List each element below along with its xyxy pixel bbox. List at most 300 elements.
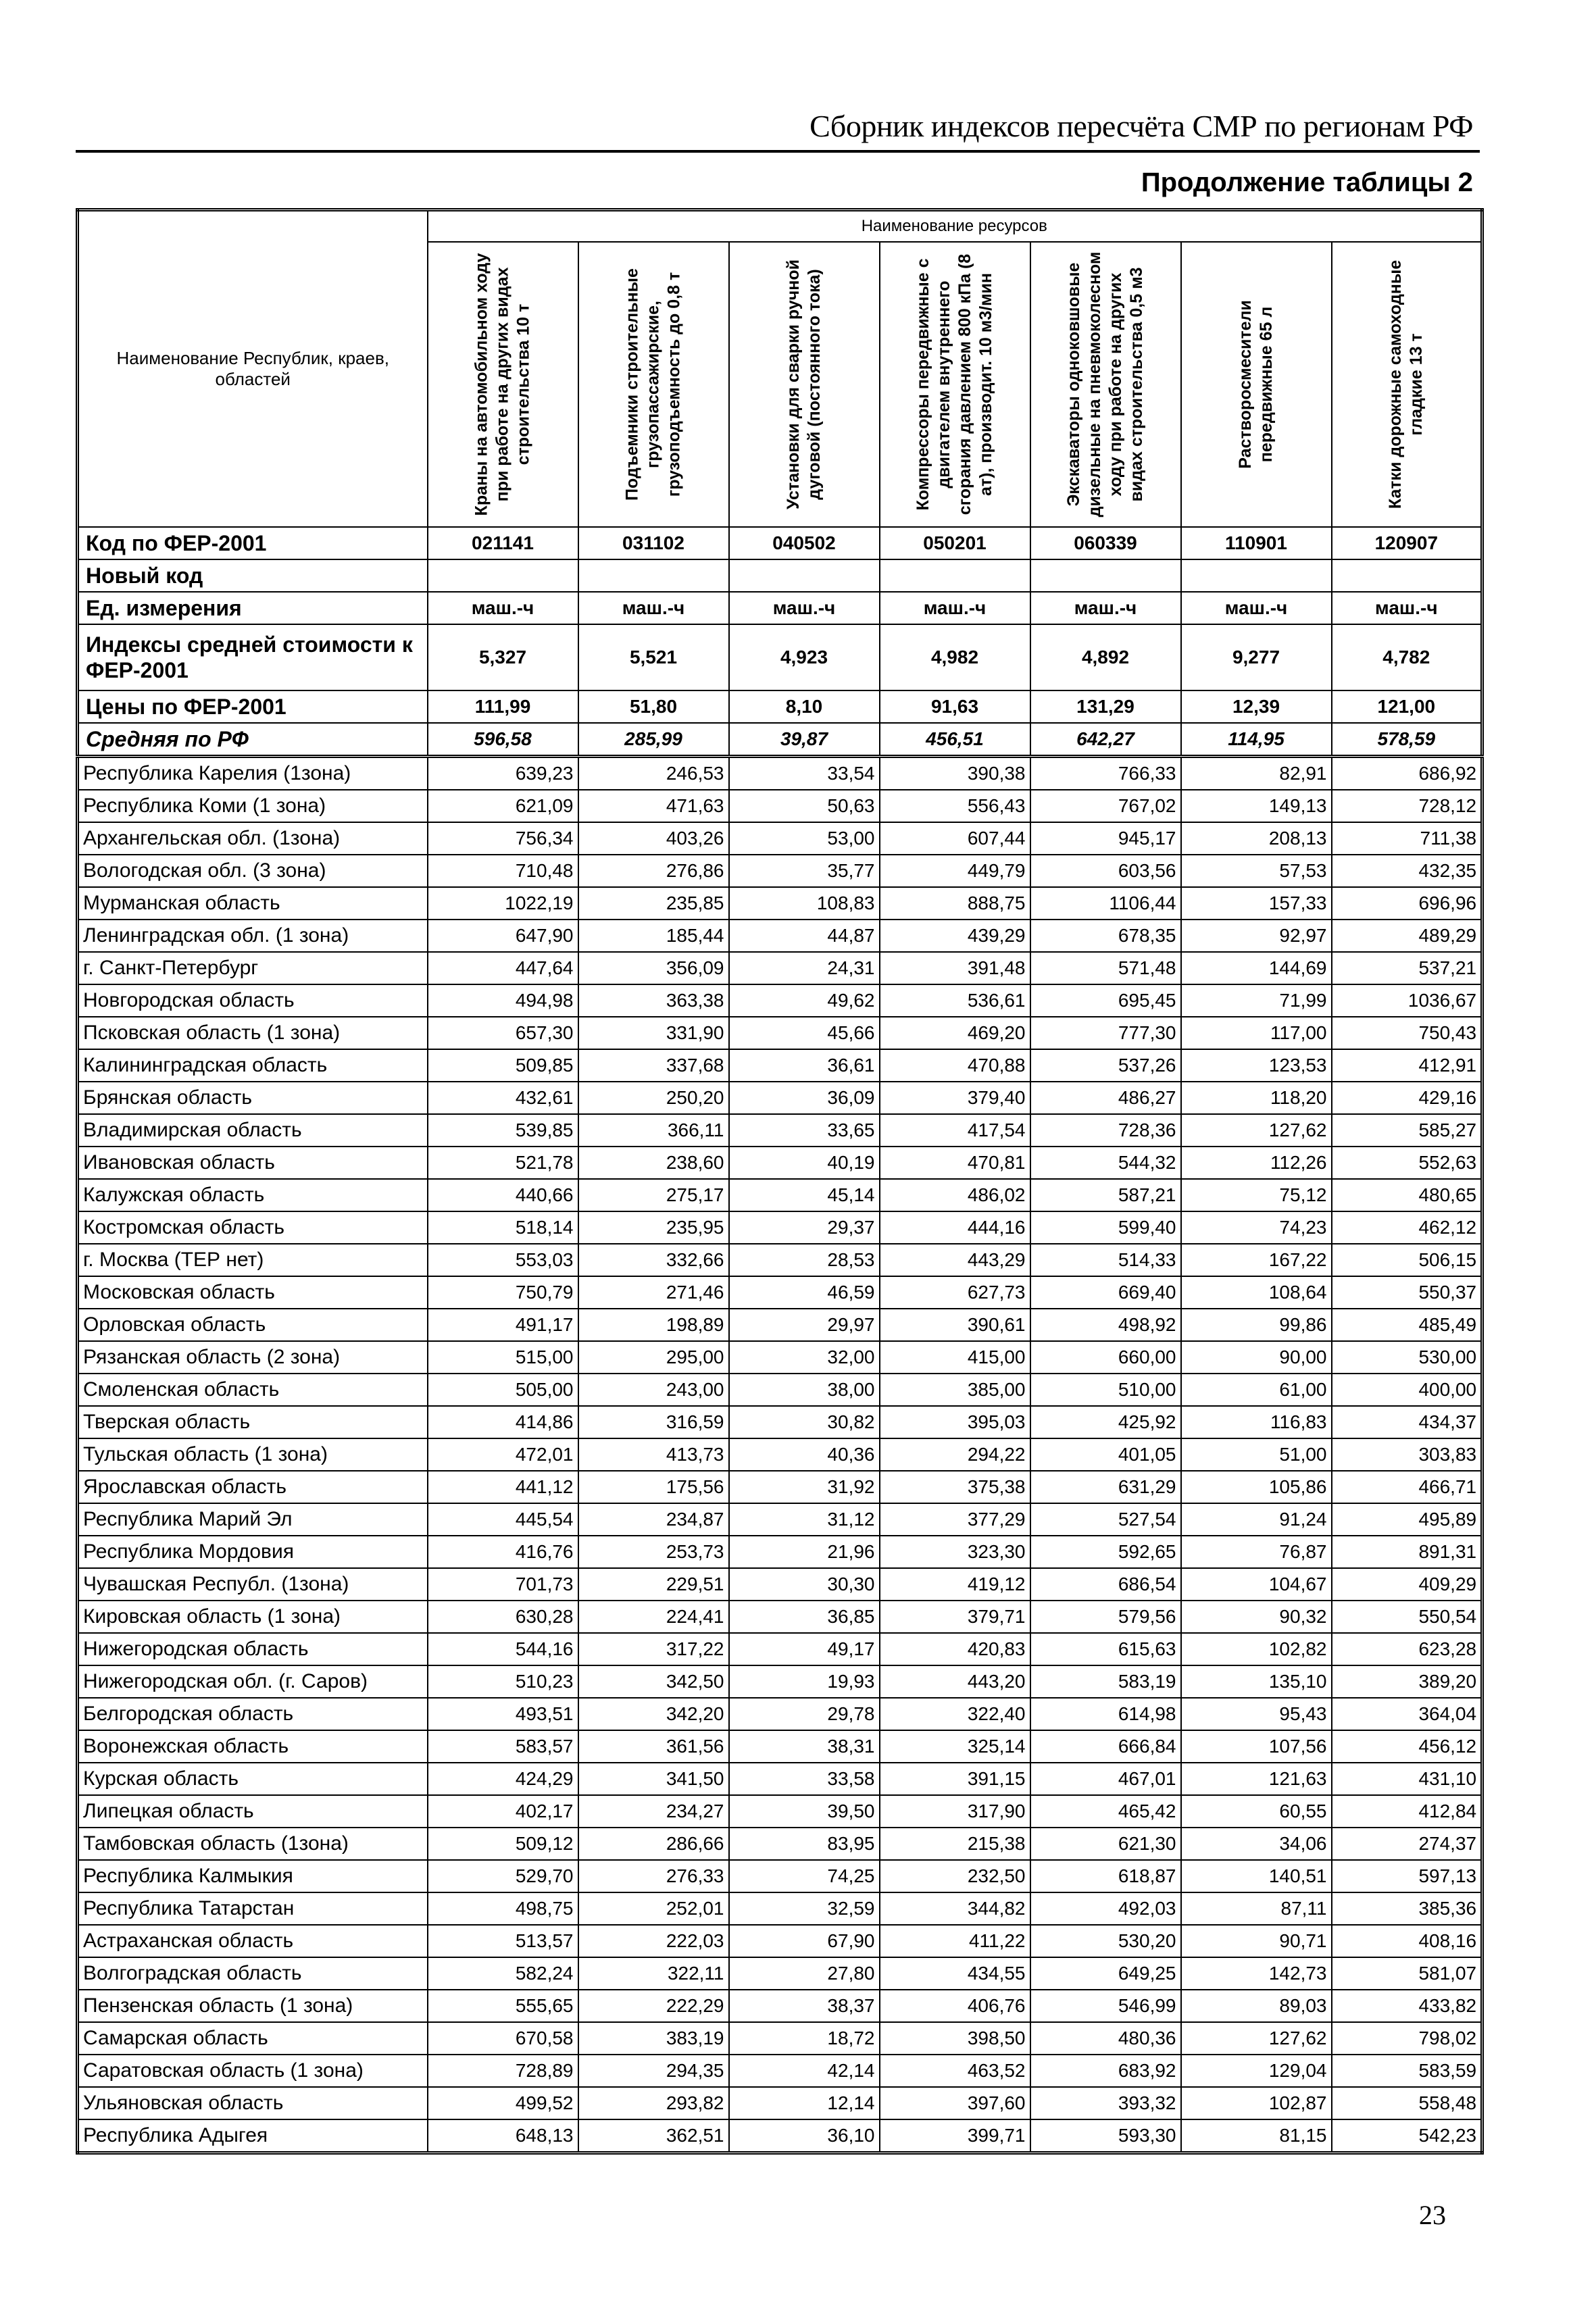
price-value: 583,59 [1332,2055,1482,2087]
price-value: 400,00 [1332,1374,1482,1406]
price-value: 33,65 [729,1114,880,1147]
price-value: 440,66 [428,1179,578,1211]
price-value: 121,63 [1181,1763,1332,1795]
price-value: 542,23 [1332,2119,1482,2153]
table-row [78,1503,1482,1536]
table-row [78,952,1482,984]
price-value: 439,29 [880,920,1030,952]
regional-index-table [76,208,1484,2155]
region-name: Калининградская область [78,1049,428,1082]
price-value: 337,68 [578,1049,729,1082]
meta-row-value: 12,39 [1181,690,1332,723]
price-value: 38,31 [729,1730,880,1763]
price-value: 471,63 [578,790,729,822]
price-value: 271,46 [578,1276,729,1309]
price-value: 711,38 [1332,822,1482,855]
price-value: 42,14 [729,2055,880,2087]
meta-row-value: 91,63 [880,690,1030,723]
price-value: 465,42 [1030,1795,1181,1828]
price-value: 129,04 [1181,2055,1332,2087]
meta-row-value: маш.-ч [578,592,729,624]
meta-row-label: Средняя по РФ [78,723,428,757]
price-value: 539,85 [428,1114,578,1147]
price-value: 728,36 [1030,1114,1181,1147]
price-value: 34,06 [1181,1828,1332,1860]
price-value: 234,87 [578,1503,729,1536]
price-value: 514,33 [1030,1244,1181,1276]
price-value: 553,03 [428,1244,578,1276]
price-value: 362,51 [578,2119,729,2153]
region-name: Республика Татарстан [78,1892,428,1925]
price-value: 21,96 [729,1536,880,1568]
price-value: 295,00 [578,1341,729,1374]
price-value: 83,95 [729,1828,880,1860]
meta-row-value [880,559,1030,592]
price-value: 443,20 [880,1665,1030,1698]
price-value: 294,35 [578,2055,729,2087]
table-row [78,1536,1482,1568]
meta-row-value: 5,327 [428,624,578,690]
region-name: Республика Калмыкия [78,1860,428,1892]
meta-row-value: 9,277 [1181,624,1332,690]
price-value: 363,38 [578,984,729,1017]
resource-column-header [1181,242,1332,527]
resources-group-header: Наименование ресурсов [428,210,1482,243]
price-value: 432,35 [1332,855,1482,887]
resource-column-label: Экскаваторы одноковшовые дизельные на пневмоколесном ходу при работе на других видах строительства 0,5 м3 [1064,251,1146,518]
price-value: 398,50 [880,2022,1030,2055]
price-value: 40,19 [729,1147,880,1179]
region-name: г. Москва (ТЕР нет) [78,1244,428,1276]
price-value: 116,83 [1181,1406,1332,1438]
table-row [78,1568,1482,1601]
price-value: 108,64 [1181,1276,1332,1309]
table-row [78,1957,1482,1990]
region-name: Самарская область [78,2022,428,2055]
meta-row-value: 4,923 [729,624,880,690]
price-value: 556,43 [880,790,1030,822]
price-value: 480,36 [1030,2022,1181,2055]
price-value: 447,64 [428,952,578,984]
price-value: 175,56 [578,1471,729,1503]
price-value: 798,02 [1332,2022,1482,2055]
price-value: 639,23 [428,757,578,790]
region-name: Мурманская область [78,887,428,920]
price-value: 472,01 [428,1438,578,1471]
region-name: Саратовская область (1 зона) [78,2055,428,2087]
region-name: Волгоградская область [78,1957,428,1990]
price-value: 29,78 [729,1698,880,1730]
table-row [78,1601,1482,1633]
price-value: 403,26 [578,822,729,855]
price-value: 678,35 [1030,920,1181,952]
price-value: 550,37 [1332,1276,1482,1309]
meta-row-value: 4,982 [880,624,1030,690]
price-value: 627,73 [880,1276,1030,1309]
price-value: 489,29 [1332,920,1482,952]
table-row [78,1114,1482,1147]
price-value: 429,16 [1332,1082,1482,1114]
price-value: 424,29 [428,1763,578,1795]
price-value: 185,44 [578,920,729,952]
price-value: 323,30 [880,1536,1030,1568]
meta-row-value: 111,99 [428,690,578,723]
price-value: 480,65 [1332,1179,1482,1211]
meta-row-label: Цены по ФЕР-2001 [78,690,428,723]
price-value: 701,73 [428,1568,578,1601]
meta-row-value [578,559,729,592]
price-value: 597,13 [1332,1860,1482,1892]
price-value: 750,43 [1332,1017,1482,1049]
price-value: 449,79 [880,855,1030,887]
region-name: Республика Марий Эл [78,1503,428,1536]
price-value: 229,51 [578,1568,729,1601]
price-value: 582,24 [428,1957,578,1990]
region-name: Тульская область (1 зона) [78,1438,428,1471]
meta-row-value [729,559,880,592]
price-value: 38,37 [729,1990,880,2022]
price-value: 36,61 [729,1049,880,1082]
price-value: 198,89 [578,1309,729,1341]
price-value: 530,20 [1030,1925,1181,1957]
price-value: 666,84 [1030,1730,1181,1763]
meta-row [78,527,1482,559]
price-value: 462,12 [1332,1211,1482,1244]
price-value: 599,40 [1030,1211,1181,1244]
price-value: 36,10 [729,2119,880,2153]
price-value: 361,56 [578,1730,729,1763]
table-row [78,1211,1482,1244]
price-value: 756,34 [428,822,578,855]
table-row [78,1892,1482,1925]
resource-column-header [428,242,578,527]
region-name: Орловская область [78,1309,428,1341]
price-value: 618,87 [1030,1860,1181,1892]
meta-row-value: маш.-ч [729,592,880,624]
price-value: 537,26 [1030,1049,1181,1082]
table-continuation-title: Продолжение таблицы 2 [1141,168,1473,197]
price-value: 60,55 [1181,1795,1332,1828]
price-value: 486,02 [880,1179,1030,1211]
price-value: 317,22 [578,1633,729,1665]
price-value: 527,54 [1030,1503,1181,1536]
region-name: Астраханская область [78,1925,428,1957]
resource-column-label: Катки дорожные самоходные гладкие 13 т [1386,259,1426,509]
resource-column-header [880,242,1030,527]
table-row [78,1276,1482,1309]
price-value: 391,15 [880,1763,1030,1795]
price-value: 19,93 [729,1665,880,1698]
header-rule [76,150,1480,153]
price-value: 419,12 [880,1568,1030,1601]
price-value: 686,92 [1332,757,1482,790]
price-value: 82,91 [1181,757,1332,790]
price-value: 518,14 [428,1211,578,1244]
price-value: 342,50 [578,1665,729,1698]
table-row [78,822,1482,855]
price-value: 631,29 [1030,1471,1181,1503]
meta-row-value: 114,95 [1181,723,1332,757]
table-row [78,1179,1482,1211]
price-value: 420,83 [880,1633,1030,1665]
region-name: г. Санкт-Петербург [78,952,428,984]
price-value: 579,56 [1030,1601,1181,1633]
meta-row-value: 131,29 [1030,690,1181,723]
region-name: Московская область [78,1276,428,1309]
meta-row [78,723,1482,757]
price-value: 581,07 [1332,1957,1482,1990]
price-value: 91,24 [1181,1503,1332,1536]
price-value: 379,71 [880,1601,1030,1633]
meta-row-value: 285,99 [578,723,729,757]
price-value: 888,75 [880,887,1030,920]
region-name: Ульяновская область [78,2087,428,2119]
region-name: Брянская область [78,1082,428,1114]
price-value: 432,61 [428,1082,578,1114]
price-value: 648,13 [428,2119,578,2153]
price-value: 434,55 [880,1957,1030,1990]
price-value: 493,51 [428,1698,578,1730]
table-row [78,984,1482,1017]
price-value: 29,97 [729,1309,880,1341]
price-value: 1036,67 [1332,984,1482,1017]
price-value: 710,48 [428,855,578,887]
table-row [78,757,1482,790]
price-value: 366,11 [578,1114,729,1147]
price-value: 61,00 [1181,1374,1332,1406]
price-value: 728,89 [428,2055,578,2087]
price-value: 222,03 [578,1925,729,1957]
price-value: 157,33 [1181,887,1332,920]
table-row [78,1665,1482,1698]
region-name: Липецкая область [78,1795,428,1828]
price-value: 558,48 [1332,2087,1482,2119]
region-name: Воронежская область [78,1730,428,1763]
price-value: 750,79 [428,1276,578,1309]
price-value: 31,12 [729,1503,880,1536]
price-value: 390,38 [880,757,1030,790]
price-value: 509,85 [428,1049,578,1082]
price-value: 510,00 [1030,1374,1181,1406]
price-value: 728,12 [1332,790,1482,822]
price-value: 393,32 [1030,2087,1181,2119]
price-value: 385,36 [1332,1892,1482,1925]
price-value: 537,21 [1332,952,1482,984]
price-value: 49,17 [729,1633,880,1665]
price-value: 276,86 [578,855,729,887]
price-value: 31,92 [729,1471,880,1503]
price-value: 555,65 [428,1990,578,2022]
price-value: 107,56 [1181,1730,1332,1763]
table-row [78,2119,1482,2153]
price-value: 67,90 [729,1925,880,1957]
price-value: 660,00 [1030,1341,1181,1374]
table-row [78,1990,1482,2022]
price-value: 342,20 [578,1698,729,1730]
price-value: 36,85 [729,1601,880,1633]
meta-row-value: 8,10 [729,690,880,723]
price-value: 456,12 [1332,1730,1482,1763]
resource-column-header [578,242,729,527]
price-value: 234,27 [578,1795,729,1828]
meta-row [78,624,1482,690]
price-value: 530,00 [1332,1341,1482,1374]
price-value: 592,65 [1030,1536,1181,1568]
price-value: 286,66 [578,1828,729,1860]
price-value: 766,33 [1030,757,1181,790]
meta-row [78,592,1482,624]
meta-row-value: 040502 [729,527,880,559]
region-name: Республика Адыгея [78,2119,428,2153]
price-value: 402,17 [428,1795,578,1828]
price-value: 51,00 [1181,1438,1332,1471]
price-value: 142,73 [1181,1957,1332,1990]
price-value: 571,48 [1030,952,1181,984]
table-row [78,1698,1482,1730]
price-value: 377,29 [880,1503,1030,1536]
price-value: 379,40 [880,1082,1030,1114]
region-name: Костромская область [78,1211,428,1244]
region-name: Нижегородская область [78,1633,428,1665]
price-value: 29,37 [729,1211,880,1244]
region-name: Вологодская обл. (3 зона) [78,855,428,887]
price-value: 33,54 [729,757,880,790]
meta-row [78,690,1482,723]
price-value: 28,53 [729,1244,880,1276]
price-value: 463,52 [880,2055,1030,2087]
resource-column-header [729,242,880,527]
resource-column-label: Установки для сварки ручной дуговой (постоянного тока) [784,259,824,509]
table-row [78,1860,1482,1892]
table-row [78,1082,1482,1114]
price-value: 341,50 [578,1763,729,1795]
table-body [78,527,1482,2153]
price-value: 46,59 [729,1276,880,1309]
price-value: 492,03 [1030,1892,1181,1925]
meta-row-value [428,559,578,592]
price-value: 45,66 [729,1017,880,1049]
price-value: 390,61 [880,1309,1030,1341]
price-value: 550,54 [1332,1601,1482,1633]
price-value: 95,43 [1181,1698,1332,1730]
region-name: Ленинградская обл. (1 зона) [78,920,428,952]
price-value: 71,99 [1181,984,1332,1017]
price-value: 12,14 [729,2087,880,2119]
price-value: 408,16 [1332,1925,1482,1957]
price-value: 32,00 [729,1341,880,1374]
meta-row-value: 4,892 [1030,624,1181,690]
resource-column-label: Растворосмесители передвижные 65 л [1236,300,1276,469]
meta-row-value: маш.-ч [1030,592,1181,624]
meta-row-value [1332,559,1482,592]
meta-row-value: 120907 [1332,527,1482,559]
price-value: 615,63 [1030,1633,1181,1665]
region-name: Калужская область [78,1179,428,1211]
price-value: 470,88 [880,1049,1030,1082]
region-name: Архангельская обл. (1зона) [78,822,428,855]
price-value: 53,00 [729,822,880,855]
price-value: 303,83 [1332,1438,1482,1471]
price-value: 412,84 [1332,1795,1482,1828]
price-value: 375,38 [880,1471,1030,1503]
price-value: 695,45 [1030,984,1181,1017]
price-value: 127,62 [1181,1114,1332,1147]
price-value: 495,89 [1332,1503,1482,1536]
price-value: 235,95 [578,1211,729,1244]
price-value: 49,62 [729,984,880,1017]
price-value: 546,99 [1030,1990,1181,2022]
price-value: 252,01 [578,1892,729,1925]
meta-row-value: 121,00 [1332,690,1482,723]
table-row [78,1017,1482,1049]
price-value: 274,37 [1332,1828,1482,1860]
region-name: Белгородская область [78,1698,428,1730]
price-value: 470,81 [880,1147,1030,1179]
price-value: 485,49 [1332,1309,1482,1341]
price-value: 607,44 [880,822,1030,855]
price-value: 686,54 [1030,1568,1181,1601]
price-value: 425,92 [1030,1406,1181,1438]
price-value: 99,86 [1181,1309,1332,1341]
price-value: 505,00 [428,1374,578,1406]
price-value: 81,15 [1181,2119,1332,2153]
meta-row-value: 51,80 [578,690,729,723]
table-row [78,887,1482,920]
price-value: 39,50 [729,1795,880,1828]
price-value: 32,59 [729,1892,880,1925]
price-value: 552,63 [1332,1147,1482,1179]
price-value: 401,05 [1030,1438,1181,1471]
price-value: 945,17 [1030,822,1181,855]
price-value: 76,87 [1181,1536,1332,1568]
region-name: Новгородская область [78,984,428,1017]
table-row [78,1438,1482,1471]
meta-row-value: 642,27 [1030,723,1181,757]
price-value: 104,67 [1181,1568,1332,1601]
region-name: Республика Карелия (1зона) [78,757,428,790]
price-value: 467,01 [1030,1763,1181,1795]
region-name: Ивановская область [78,1147,428,1179]
price-value: 18,72 [729,2022,880,2055]
price-value: 232,50 [880,1860,1030,1892]
region-name: Ярославская область [78,1471,428,1503]
price-value: 135,10 [1181,1665,1332,1698]
region-name: Тверская область [78,1406,428,1438]
price-value: 246,53 [578,757,729,790]
meta-row-value: маш.-ч [880,592,1030,624]
meta-row-label: Код по ФЕР-2001 [78,527,428,559]
price-value: 87,11 [1181,1892,1332,1925]
table-row [78,1341,1482,1374]
table-row [78,1374,1482,1406]
price-value: 696,96 [1332,887,1482,920]
region-name: Смоленская область [78,1374,428,1406]
price-value: 224,41 [578,1601,729,1633]
price-value: 30,82 [729,1406,880,1438]
price-value: 411,22 [880,1925,1030,1957]
price-value: 529,70 [428,1860,578,1892]
price-value: 444,16 [880,1211,1030,1244]
resource-column-label: Компрессоры передвижные с двигателем внутреннего сгорания давлением 800 кПа (8 ат), производит. 10 м3/мин [914,253,995,515]
price-value: 90,32 [1181,1601,1332,1633]
price-value: 583,57 [428,1730,578,1763]
price-value: 275,17 [578,1179,729,1211]
price-value: 332,66 [578,1244,729,1276]
running-head: Сборник индексов пересчёта СМР по регионам РФ [809,109,1473,143]
price-value: 356,09 [578,952,729,984]
price-value: 445,54 [428,1503,578,1536]
price-value: 322,40 [880,1698,1030,1730]
